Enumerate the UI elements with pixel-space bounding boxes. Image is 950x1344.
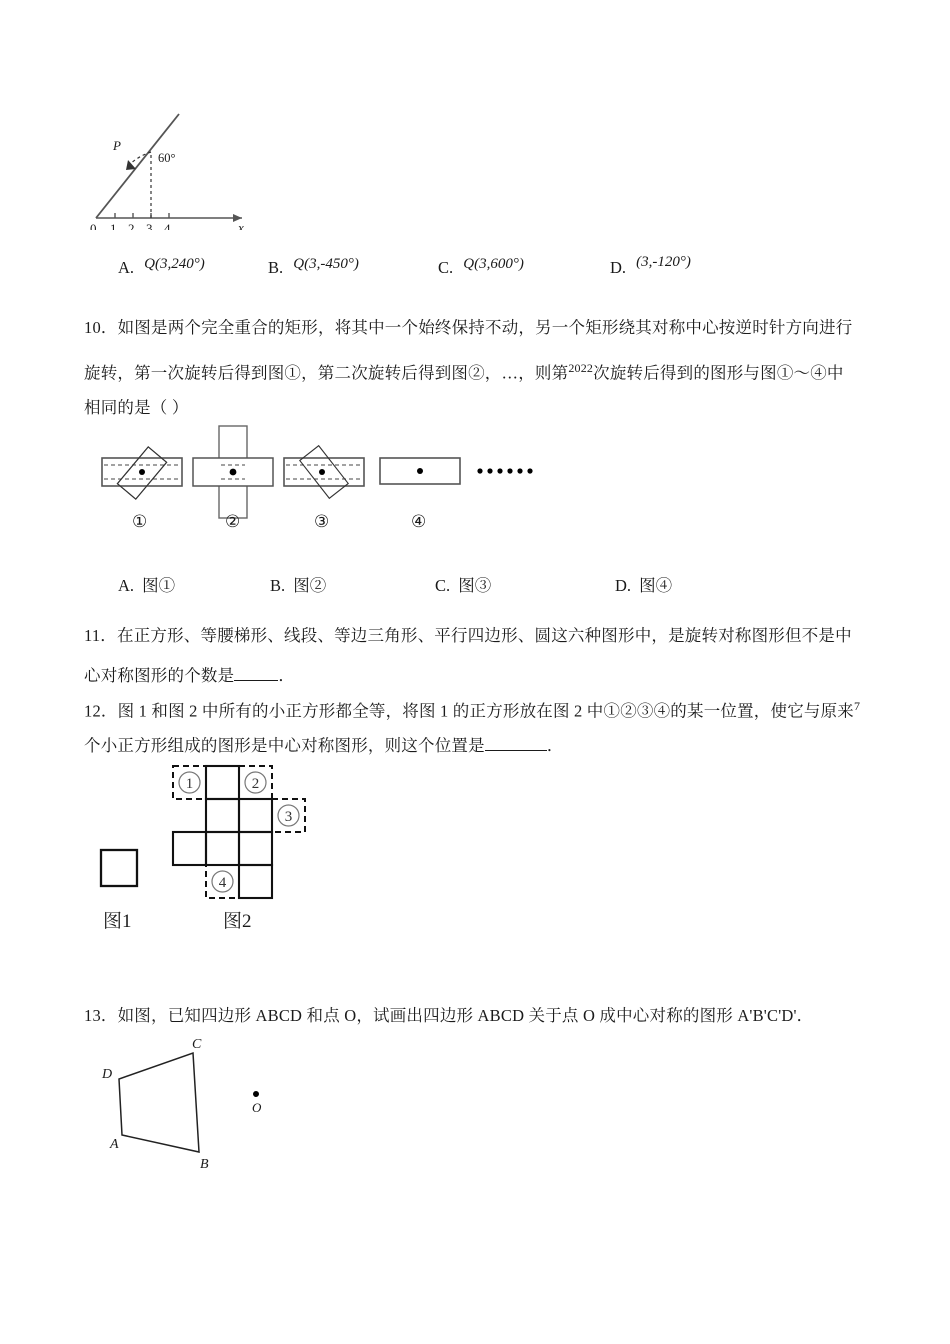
figure-group-1 bbox=[102, 447, 182, 499]
figure-q9-polar-angle bbox=[84, 100, 284, 230]
slot-4-number bbox=[212, 871, 233, 892]
q9-option-a-key: A. bbox=[118, 258, 135, 277]
q13-line-1: 13．如图，已知四边形 ABCD 和点 O，试画出四边形 ABCD 关于点 O 成中心对称的图形 A'B'C'D'． bbox=[84, 1006, 814, 1025]
q12-answer-blank[interactable] bbox=[485, 750, 547, 751]
slot-1-number bbox=[179, 772, 200, 793]
q10-option-b[interactable] bbox=[270, 572, 326, 596]
q12-line-1-part-a: 12．图 1 和图 2 中所有的小正方形都全等，将图 1 的正方形放在图 2 中①②③④的某一位置，使它与原来 bbox=[84, 701, 854, 721]
q12-line-1-superscript: 7 bbox=[854, 699, 861, 713]
slot-2-number bbox=[245, 772, 266, 793]
q10-option-b-key: B. bbox=[270, 576, 286, 595]
angle-arrowhead bbox=[126, 160, 136, 170]
svg-text:3: 3 bbox=[284, 809, 293, 825]
fig2-cell-r2c1 bbox=[206, 832, 239, 865]
label-O: O bbox=[252, 1100, 262, 1115]
q10-line-3: 相同的是（ ） bbox=[84, 398, 189, 417]
q10-options-row bbox=[118, 570, 878, 604]
fig1-unit-square bbox=[101, 850, 137, 886]
q10-line-2-part-b: 次旋转后得到的图形与图①～④中 bbox=[593, 363, 844, 383]
label-origin-0: 0 bbox=[90, 221, 97, 230]
q11-answer-blank[interactable] bbox=[234, 680, 278, 681]
quadrilateral-svg bbox=[88, 1032, 328, 1182]
q11-line-2-part-b: ． bbox=[278, 666, 296, 685]
fig2-cell-r2c0 bbox=[173, 832, 206, 865]
q10-line-2-part-a: 旋转，第一次旋转后得到图①，第二次旋转后得到图②，…，则第 bbox=[84, 363, 569, 383]
q12-line-2 bbox=[84, 726, 564, 766]
q10-option-d-key: D. bbox=[615, 576, 632, 595]
label-tick-3: 3 bbox=[146, 221, 153, 230]
center-dot-4 bbox=[417, 468, 423, 474]
q10-option-c-label: 图③ bbox=[458, 576, 492, 595]
q9-option-d-value: (3,-120°) bbox=[636, 254, 691, 270]
fig2-cell-r1c2 bbox=[239, 799, 272, 832]
q12-line-2-part-a: 个小正方形组成的图形是中心对称图形，则这个位置是 bbox=[84, 736, 485, 755]
q10-figure-label-2: ② bbox=[225, 512, 241, 532]
q12-line-2-part-b: ． bbox=[546, 736, 564, 755]
figure-group-3 bbox=[284, 446, 364, 499]
label-A: A bbox=[110, 1137, 119, 1152]
label-x-axis: x bbox=[238, 220, 244, 230]
q10-line-2-superscript: 2022 bbox=[568, 361, 594, 375]
q10-option-a-label: 图① bbox=[142, 576, 176, 595]
center-dot-3 bbox=[319, 469, 325, 475]
q10-option-d[interactable] bbox=[615, 572, 672, 596]
svg-text:1: 1 bbox=[185, 776, 194, 792]
q9-option-b-key: B. bbox=[268, 258, 284, 277]
q9-options-row bbox=[118, 250, 878, 284]
point-o-dot bbox=[253, 1091, 259, 1097]
label-B: B bbox=[200, 1157, 209, 1172]
label-C: C bbox=[192, 1037, 202, 1052]
q10-figure-labels bbox=[92, 512, 542, 542]
label-P: P bbox=[113, 138, 121, 153]
q10-figure-label-4: ④ bbox=[411, 512, 427, 532]
fig2-cell-r0c1 bbox=[206, 766, 239, 799]
q9-option-c-key: C. bbox=[438, 258, 454, 277]
q10-option-b-label: 图② bbox=[293, 576, 327, 595]
q10-option-a-key: A. bbox=[118, 576, 135, 595]
figure-q12-grid bbox=[95, 762, 355, 912]
q10-option-c[interactable] bbox=[435, 572, 491, 596]
fig2-cell-r3c2 bbox=[239, 865, 272, 898]
figure-q13-quadrilateral bbox=[88, 1032, 328, 1182]
q9-option-a-value: Q(3,240°) bbox=[144, 256, 205, 272]
q10-option-c-key: C. bbox=[435, 576, 451, 595]
label-tick-4: 4 bbox=[164, 221, 171, 230]
q10-figure-label-1: ① bbox=[132, 512, 148, 532]
q9-option-a[interactable] bbox=[118, 256, 205, 278]
q9-option-c[interactable] bbox=[438, 256, 524, 278]
grid-figure-svg bbox=[95, 762, 355, 912]
center-dot-1 bbox=[139, 469, 145, 475]
q11-line-2-part-a: 心对称图形的个数是 bbox=[84, 666, 235, 685]
q9-option-d-key: D. bbox=[610, 258, 627, 277]
quadrilateral-abcd bbox=[119, 1053, 199, 1152]
q10-line-1: 10．如图是两个完全重合的矩形，将其中一个始终保持不动，另一个矩形绕其对称中心按逆时针方向进行 bbox=[84, 318, 853, 337]
label-tick-2: 2 bbox=[128, 221, 135, 230]
polar-angle-svg bbox=[84, 100, 284, 230]
fig2-cell-r2c2 bbox=[239, 832, 272, 865]
q10-figure-label-3: ③ bbox=[314, 512, 330, 532]
q11-line-1: 11．在正方形、等腰梯形、线段、等边三角形、平行四边形、圆这六种图形中，是旋转对称图形但不是中 bbox=[84, 626, 852, 645]
figure-group-4 bbox=[380, 458, 460, 484]
q9-option-c-value: Q(3,600°) bbox=[463, 256, 524, 272]
figure-group-2 bbox=[193, 426, 273, 518]
q9-option-b-value: Q(3,-450°) bbox=[293, 256, 359, 272]
label-angle-60: 60° bbox=[158, 151, 176, 165]
center-dot-2 bbox=[230, 469, 237, 476]
fig2-cell-r1c1 bbox=[206, 799, 239, 832]
caption-fig2: 图2 bbox=[223, 911, 252, 932]
label-tick-1: 1 bbox=[110, 221, 117, 230]
caption-fig1: 图1 bbox=[103, 911, 132, 932]
slot-3-number bbox=[278, 805, 299, 826]
label-D: D bbox=[102, 1067, 113, 1082]
q10-line-2 bbox=[84, 348, 844, 394]
ray-line bbox=[96, 114, 179, 218]
q10-option-a[interactable] bbox=[118, 572, 175, 596]
q9-option-b[interactable] bbox=[268, 256, 359, 278]
q10-option-d-label: 图④ bbox=[639, 576, 673, 595]
svg-text:2: 2 bbox=[251, 776, 260, 792]
q12-line-1 bbox=[84, 686, 860, 732]
q12-figure-captions bbox=[95, 906, 355, 940]
figure-ellipsis bbox=[477, 468, 532, 473]
svg-text:4: 4 bbox=[218, 875, 227, 891]
q9-option-d[interactable] bbox=[610, 254, 691, 278]
